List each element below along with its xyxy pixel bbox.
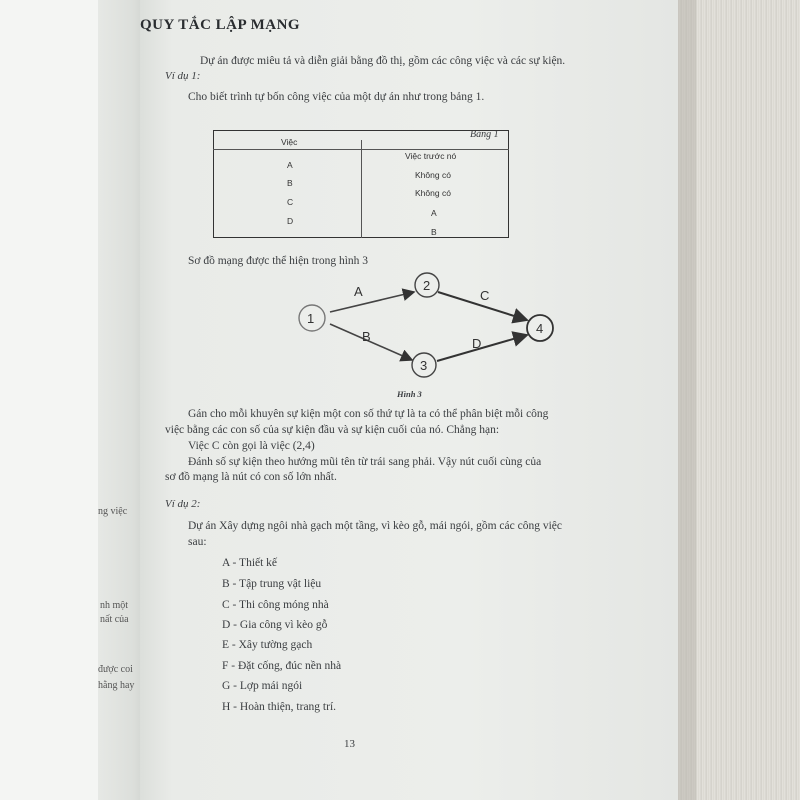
node-label: 4 <box>536 321 544 336</box>
background-surface <box>0 0 100 800</box>
table-cell: B <box>431 227 437 237</box>
edge-label: D <box>472 336 482 351</box>
paragraph-line: Đánh số sự kiện theo hướng mũi tên từ trái sang phải. Vậy nút cuối cùng của <box>188 456 542 468</box>
precedence-table <box>213 130 509 238</box>
page-heading: QUY TẮC LẬP MẠNG <box>140 17 301 33</box>
paragraph-line: việc bằng các con số của sự kiện đầu và sự kiện cuối của nó. Chẳng hạn: <box>165 424 500 436</box>
paragraph-line: Việc C còn gọi là việc (2,4) <box>188 440 315 452</box>
table-cell: Không có <box>415 170 451 180</box>
paragraph-line: Dự án Xây dựng ngôi nhà gạch một tầng, vì kèo gỗ, mái ngói, gồm các công việc <box>188 520 562 532</box>
table-header-predecessor: Việc trước nó <box>405 151 457 161</box>
edge-label: A <box>354 284 363 299</box>
task-item: C - Thi công móng nhà <box>222 599 329 611</box>
task-item: E - Xây tường gạch <box>222 639 313 651</box>
edge-label: B <box>362 329 371 344</box>
node-label: 2 <box>423 278 431 293</box>
edge-arrow-b <box>330 324 412 360</box>
intro-text: Dự án được miêu tả và diễn giải bằng đồ thị, gồm các công việc và các sự kiện. <box>200 55 566 67</box>
left-fragment: hằng hay <box>98 680 135 691</box>
paragraph-line: sơ đồ mạng là nút có con số lớn nhất. <box>165 471 337 483</box>
node-label: 3 <box>420 358 428 373</box>
task-item: B - Tập trung vật liệu <box>222 578 322 590</box>
task-item: F - Đặt cống, đúc nền nhà <box>222 660 342 672</box>
paragraph-line: Gán cho mỗi khuyên sự kiện một con số thứ tự là ta có thể phân biệt mỗi công <box>188 408 549 420</box>
book-page <box>140 0 680 800</box>
left-fragment: được coi <box>98 664 133 675</box>
edge-label: C <box>480 288 490 303</box>
paragraph-line: sau: <box>188 536 207 548</box>
table-cell: D <box>287 216 294 226</box>
task-item: D - Gia công vì kèo gỗ <box>222 619 328 631</box>
task-item: G - Lợp mái ngói <box>222 680 303 692</box>
table-cell: A <box>431 208 437 218</box>
table-cell: A <box>287 160 293 170</box>
example1-text: Cho biết trình tự bốn công việc của một dự án như trong bảng 1. <box>188 91 485 103</box>
page-number: 13 <box>344 738 355 750</box>
table-cell: C <box>287 197 294 207</box>
example1-label: Ví dụ 1: <box>165 70 201 82</box>
task-item: A - Thiết kế <box>222 557 278 569</box>
network-diagram <box>290 268 570 398</box>
left-fragment: ng việc <box>98 506 128 517</box>
node-label: 1 <box>307 311 315 326</box>
table-header-task: Việc <box>281 137 298 147</box>
edge-arrow-a <box>330 292 414 312</box>
left-fragment: nh một <box>100 600 129 611</box>
example2-label: Ví dụ 2: <box>165 498 201 510</box>
task-item: H - Hoàn thiện, trang trí. <box>222 701 337 713</box>
diagram-intro: Sơ đồ mạng được thể hiện trong hình 3 <box>188 255 369 267</box>
page-edges <box>678 0 800 800</box>
table-caption: Bảng 1 <box>470 129 499 140</box>
figure-caption: Hình 3 <box>397 389 422 399</box>
left-fragment: nất của <box>100 614 129 625</box>
table-cell: B <box>287 178 293 188</box>
edge-arrow-d <box>437 335 527 361</box>
table-cell: Không có <box>415 188 451 198</box>
